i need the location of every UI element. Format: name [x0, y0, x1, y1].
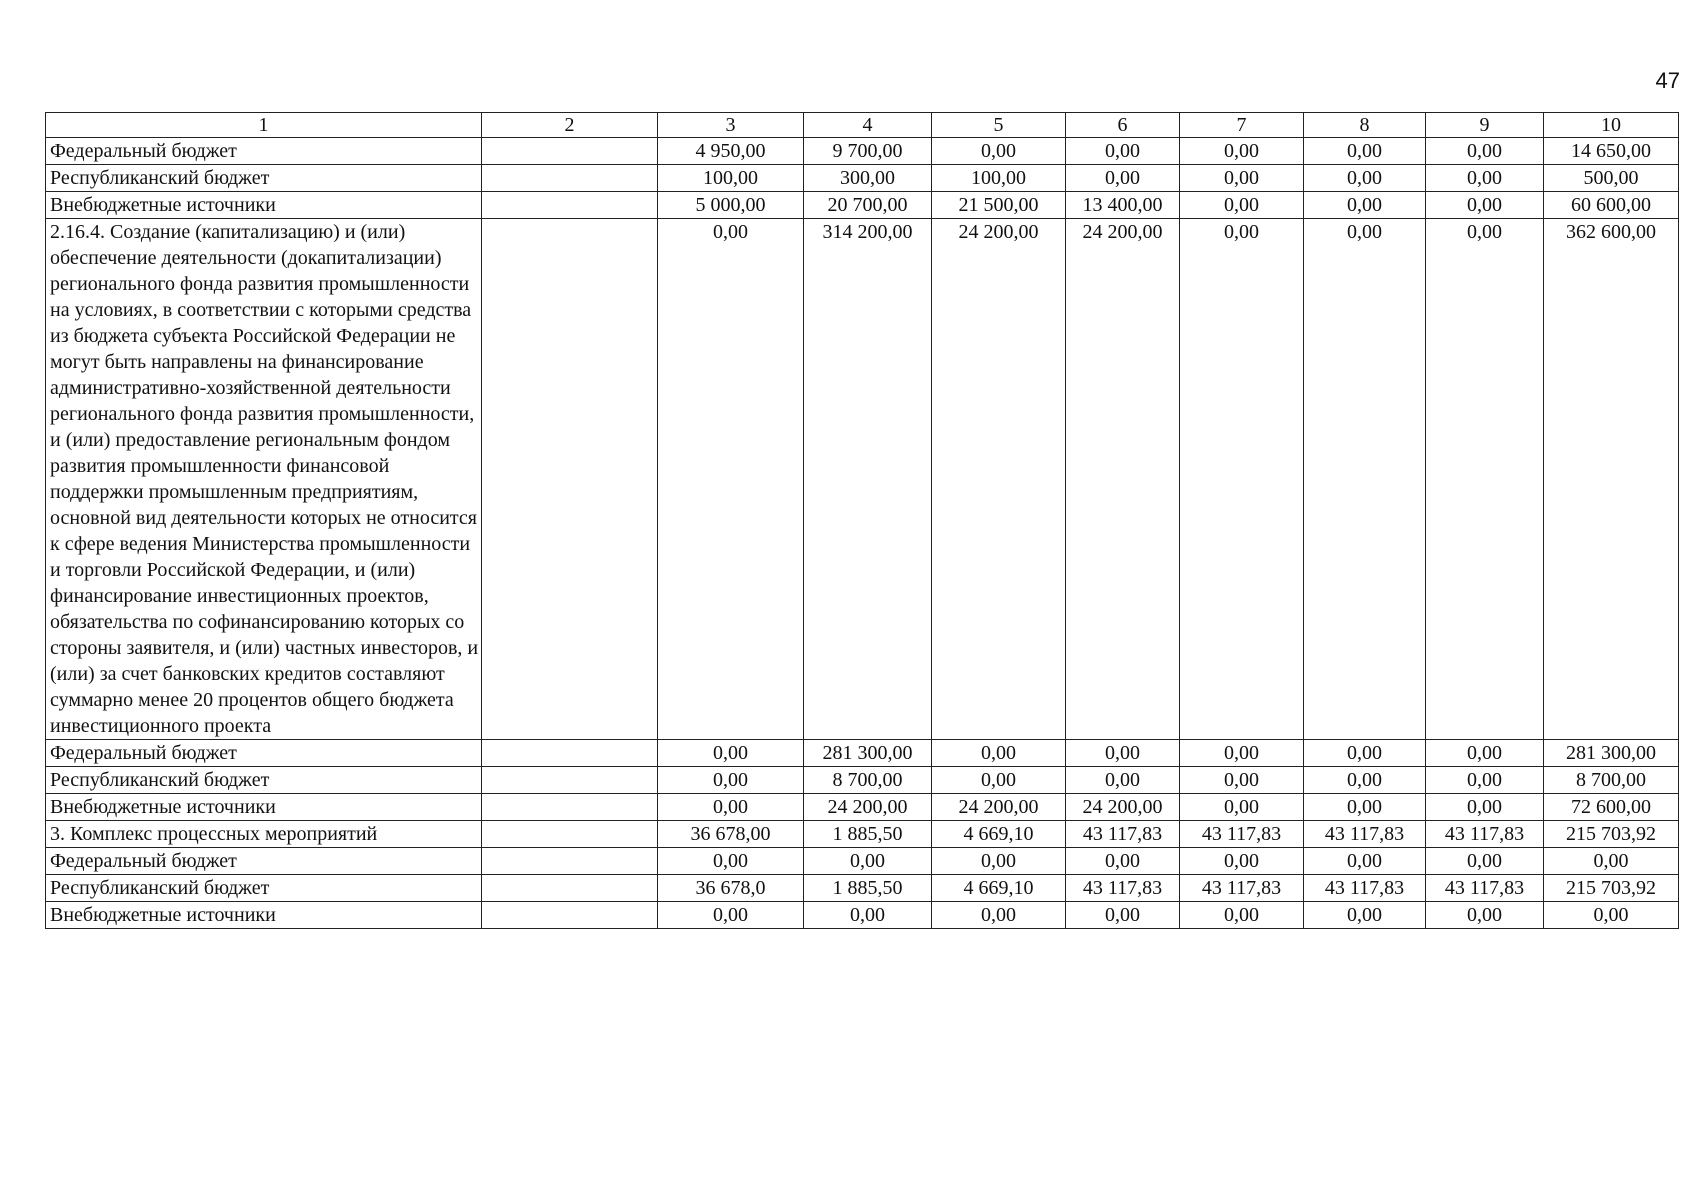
- value-cell: 4 669,10: [932, 875, 1066, 902]
- value-cell: 0,00: [658, 902, 804, 929]
- row-name-cell: Федеральный бюджет: [46, 740, 482, 767]
- value-cell: 8 700,00: [804, 767, 932, 794]
- row-name-cell: 3. Комплекс процессных мероприятий: [46, 821, 482, 848]
- value-cell: 43 117,83: [1426, 875, 1544, 902]
- value-cell: 0,00: [658, 740, 804, 767]
- value-cell: 0,00: [804, 902, 932, 929]
- header-cell: 2: [482, 113, 658, 138]
- row-col2-cell: [482, 740, 658, 767]
- value-cell: 43 117,83: [1066, 875, 1180, 902]
- table-row: [46, 138, 1679, 165]
- value-cell: 0,00: [1304, 165, 1426, 192]
- table-row: [46, 192, 1679, 219]
- row-name-cell: Республиканский бюджет: [46, 767, 482, 794]
- value-cell: 0,00: [1426, 767, 1544, 794]
- table-row: [46, 219, 1679, 740]
- value-cell: 0,00: [1066, 138, 1180, 165]
- value-cell: 13 400,00: [1066, 192, 1180, 219]
- header-cell: 6: [1066, 113, 1180, 138]
- table-row: [46, 165, 1679, 192]
- value-cell: 0,00: [804, 848, 932, 875]
- value-cell: 4 950,00: [658, 138, 804, 165]
- value-cell: 300,00: [804, 165, 932, 192]
- value-cell: 0,00: [1426, 165, 1544, 192]
- row-col2-cell: [482, 875, 658, 902]
- value-cell: 20 700,00: [804, 192, 932, 219]
- value-cell: 9 700,00: [804, 138, 932, 165]
- table-row: [46, 875, 1679, 902]
- value-cell: 0,00: [1426, 902, 1544, 929]
- value-cell: 60 600,00: [1544, 192, 1679, 219]
- value-cell: 281 300,00: [1544, 740, 1679, 767]
- header-cell: 10: [1544, 113, 1679, 138]
- value-cell: 500,00: [1544, 165, 1679, 192]
- value-cell: 0,00: [658, 219, 804, 740]
- value-cell: 36 678,00: [658, 821, 804, 848]
- value-cell: 0,00: [1304, 192, 1426, 219]
- value-cell: 100,00: [658, 165, 804, 192]
- header-cell: 4: [804, 113, 932, 138]
- value-cell: 0,00: [1066, 740, 1180, 767]
- table-row: [46, 794, 1679, 821]
- value-cell: 0,00: [1426, 794, 1544, 821]
- value-cell: 36 678,0: [658, 875, 804, 902]
- value-cell: 43 117,83: [1066, 821, 1180, 848]
- row-col2-cell: [482, 165, 658, 192]
- value-cell: 1 885,50: [804, 875, 932, 902]
- value-cell: 14 650,00: [1544, 138, 1679, 165]
- table-row: [46, 767, 1679, 794]
- value-cell: 24 200,00: [932, 794, 1066, 821]
- value-cell: 0,00: [932, 902, 1066, 929]
- table-row: [46, 740, 1679, 767]
- page-number: 47: [1655, 68, 1680, 93]
- value-cell: 0,00: [1304, 740, 1426, 767]
- value-cell: 43 117,83: [1180, 875, 1304, 902]
- value-cell: 5 000,00: [658, 192, 804, 219]
- value-cell: 0,00: [1180, 138, 1304, 165]
- value-cell: 24 200,00: [804, 794, 932, 821]
- value-cell: 0,00: [1180, 767, 1304, 794]
- value-cell: 0,00: [1180, 794, 1304, 821]
- row-col2-cell: [482, 767, 658, 794]
- value-cell: 215 703,92: [1544, 875, 1679, 902]
- row-col2-cell: [482, 902, 658, 929]
- value-cell: 281 300,00: [804, 740, 932, 767]
- value-cell: 43 117,83: [1304, 821, 1426, 848]
- value-cell: 0,00: [932, 767, 1066, 794]
- value-cell: 0,00: [1426, 192, 1544, 219]
- value-cell: 0,00: [1066, 767, 1180, 794]
- value-cell: 0,00: [1180, 902, 1304, 929]
- value-cell: 43 117,83: [1180, 821, 1304, 848]
- header-cell: 3: [658, 113, 804, 138]
- table-row: [46, 848, 1679, 875]
- value-cell: 0,00: [1066, 848, 1180, 875]
- value-cell: 72 600,00: [1544, 794, 1679, 821]
- row-col2-cell: [482, 219, 658, 740]
- value-cell: 0,00: [1066, 165, 1180, 192]
- row-name-cell: Внебюджетные источники: [46, 794, 482, 821]
- value-cell: 362 600,00: [1544, 219, 1679, 740]
- value-cell: 24 200,00: [1066, 219, 1180, 740]
- value-cell: 0,00: [1180, 848, 1304, 875]
- value-cell: 0,00: [1304, 138, 1426, 165]
- value-cell: 24 200,00: [1066, 794, 1180, 821]
- value-cell: 100,00: [932, 165, 1066, 192]
- value-cell: 0,00: [1304, 794, 1426, 821]
- row-name-cell: Федеральный бюджет: [46, 848, 482, 875]
- table-header-row: [46, 113, 1679, 138]
- row-name-cell: 2.16.4. Создание (капитализацию) и (или) обеспечение деятельности (докапитализации) регионального фонда развития промышленности на условиях, в соответствии с которыми средства из бюджета субъекта Российской Федерации не могут быть направлены на финансирование административно-хозяйственной деятельности регионального фонда развития промышленности, и (или) предоставление региональным фондом развития промышленности финансовой поддержки промышленным предприятиям, основной вид деятельности которых не относится к сфере ведения Министерства промышленности и торговли Российской Федерации, и (или) финансирование инвестиционных проектов, обязательства по софинансированию которых со стороны заявителя, и (или) частных инвесторов, и (или) за счет банковских кредитов составляют суммарно менее 20 процентов общего бюджета инвестиционного проекта: [46, 219, 482, 740]
- row-col2-cell: [482, 794, 658, 821]
- value-cell: 0,00: [658, 848, 804, 875]
- value-cell: 43 117,83: [1426, 821, 1544, 848]
- value-cell: 1 885,50: [804, 821, 932, 848]
- header-cell: 9: [1426, 113, 1544, 138]
- header-cell: 5: [932, 113, 1066, 138]
- value-cell: 0,00: [1544, 848, 1679, 875]
- value-cell: 0,00: [1180, 740, 1304, 767]
- row-col2-cell: [482, 821, 658, 848]
- row-col2-cell: [482, 138, 658, 165]
- value-cell: 0,00: [1304, 767, 1426, 794]
- row-col2-cell: [482, 848, 658, 875]
- value-cell: 21 500,00: [932, 192, 1066, 219]
- row-name-cell: Внебюджетные источники: [46, 902, 482, 929]
- row-name-cell: Внебюджетные источники: [46, 192, 482, 219]
- table-row: [46, 821, 1679, 848]
- value-cell: 0,00: [1544, 902, 1679, 929]
- header-cell: 1: [46, 113, 482, 138]
- value-cell: 0,00: [932, 740, 1066, 767]
- row-name-cell: Федеральный бюджет: [46, 138, 482, 165]
- value-cell: 0,00: [1180, 219, 1304, 740]
- budget-table: [45, 112, 1679, 929]
- value-cell: 0,00: [1426, 138, 1544, 165]
- value-cell: 0,00: [1180, 192, 1304, 219]
- value-cell: 0,00: [1426, 848, 1544, 875]
- value-cell: 0,00: [932, 848, 1066, 875]
- value-cell: 24 200,00: [932, 219, 1066, 740]
- value-cell: 0,00: [1304, 219, 1426, 740]
- value-cell: 0,00: [1180, 165, 1304, 192]
- value-cell: 0,00: [1426, 219, 1544, 740]
- value-cell: 0,00: [1066, 902, 1180, 929]
- value-cell: 0,00: [658, 794, 804, 821]
- value-cell: 0,00: [1304, 848, 1426, 875]
- value-cell: 0,00: [932, 138, 1066, 165]
- value-cell: 0,00: [1304, 902, 1426, 929]
- header-cell: 8: [1304, 113, 1426, 138]
- value-cell: 215 703,92: [1544, 821, 1679, 848]
- table-row: [46, 902, 1679, 929]
- value-cell: 8 700,00: [1544, 767, 1679, 794]
- value-cell: 43 117,83: [1304, 875, 1426, 902]
- value-cell: 0,00: [1426, 740, 1544, 767]
- row-col2-cell: [482, 192, 658, 219]
- value-cell: 0,00: [658, 767, 804, 794]
- value-cell: 314 200,00: [804, 219, 932, 740]
- row-name-cell: Республиканский бюджет: [46, 875, 482, 902]
- value-cell: 4 669,10: [932, 821, 1066, 848]
- row-name-cell: Республиканский бюджет: [46, 165, 482, 192]
- header-cell: 7: [1180, 113, 1304, 138]
